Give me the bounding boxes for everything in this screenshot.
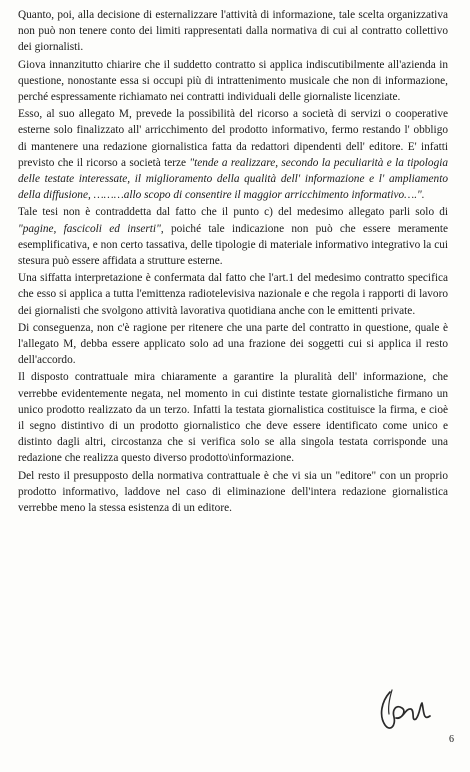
body-paragraph — [18, 468, 448, 517]
body-paragraph — [18, 270, 448, 319]
body-paragraph — [18, 204, 448, 269]
paragraph-text: Tale tesi non è contraddetta dal fatto che il punto c) del medesimo allegato parli solo di — [18, 206, 448, 219]
body-paragraph — [18, 57, 448, 106]
paragraph-text: Del resto il presupposto della normativa contrattuale è che vi sia un "editore" con un proprio prodotto informativo, laddove nel caso di eliminazione dell'intera redazione giornalistica verrebbe meno la stessa esistenza di un editore. — [18, 469, 448, 515]
body-paragraph — [18, 7, 448, 56]
paragraph-text: , poiché tale indicazione non può che essere meramente esemplificativa, e non certo tassativa, delle tipologie di materiale informativo integrativo la cui stesura può essere affidata a strutture esterne. — [18, 222, 449, 268]
quoted-passage: "pagine, fascicoli ed inserti" — [18, 222, 161, 235]
document-body — [18, 7, 448, 516]
handwritten-signature — [376, 688, 434, 734]
paragraph-text: Una siffatta interpretazione è confermata dal fatto che l'art.1 del medesimo contratto specifica che esso si applica a tutta l'emittenza radiotelevisiva nazionale e che regola i rapporti di lavoro dei giornalisti che svolgono attività lavorativa quotidiana anche con le emittenti private. — [18, 272, 448, 317]
body-paragraph — [18, 106, 448, 203]
paragraph-text: Esso, al suo allegato M, prevede la possibilità del ricorso a società di servizi o cooperative esterne solo finalizzato all' arricchimento del prodotto informativo, fermo restando l' obbligo di mantenere una redazione giornalistica fatta da redattori dipendenti dell' editore. E' infatti previsto che il ricorso a società terze — [18, 108, 448, 169]
body-paragraph — [18, 369, 448, 466]
page-number: 6 — [449, 734, 454, 745]
paragraph-text: Quanto, poi, alla decisione di esternalizzare l'attività di informazione, tale scelta organizzativa non può non tenere conto dei limiti rappresentati dalla normativa di cui al contratto collettivo dei giornalisti. — [18, 9, 448, 54]
paragraph-text: Di conseguenza, non c'è ragione per ritenere che una parte del contratto in questione, quale è l'allegato M, debba essere applicato solo ad una frazione dei soggetti cui si applica il resto dell'accordo. — [18, 321, 448, 367]
paragraph-text: Giova innanzitutto chiarire che il suddetto contratto si applica indiscutibilmente all'azienda in questione, nonostante essa si occupi più di intrattenimento musicale che non di informazione, perché espressamente richiamato nei contratti individuali delle giornaliste licenziate. — [18, 58, 448, 104]
quoted-passage: "tende a realizzare, secondo la peculiarità e la tipologia delle testate interessate, il miglioramento della qualità dell' informazione e l' ampliamento della diffusione, ………allo scopo di consentire il maggior arricchimento informativo….". — [18, 156, 448, 202]
paragraph-text: Il disposto contrattuale mira chiaramente a garantire la pluralità dell' informazione, che verrebbe evidentemente negata, nel momento in cui distinte testate giornalistiche firmano un unico prodotto realizzato da un terzo. Infatti la testata giornalistica costituisce la firma, e cioè il segno distintivo di un prodotto giornalistico che deve essere identificato come unico e distinto dagli altri, circostanza che si verifica solo se alla singola testata corrisponde una redazione che realizza questo diverso prodotto\informazione. — [18, 371, 448, 465]
body-paragraph — [18, 320, 448, 369]
